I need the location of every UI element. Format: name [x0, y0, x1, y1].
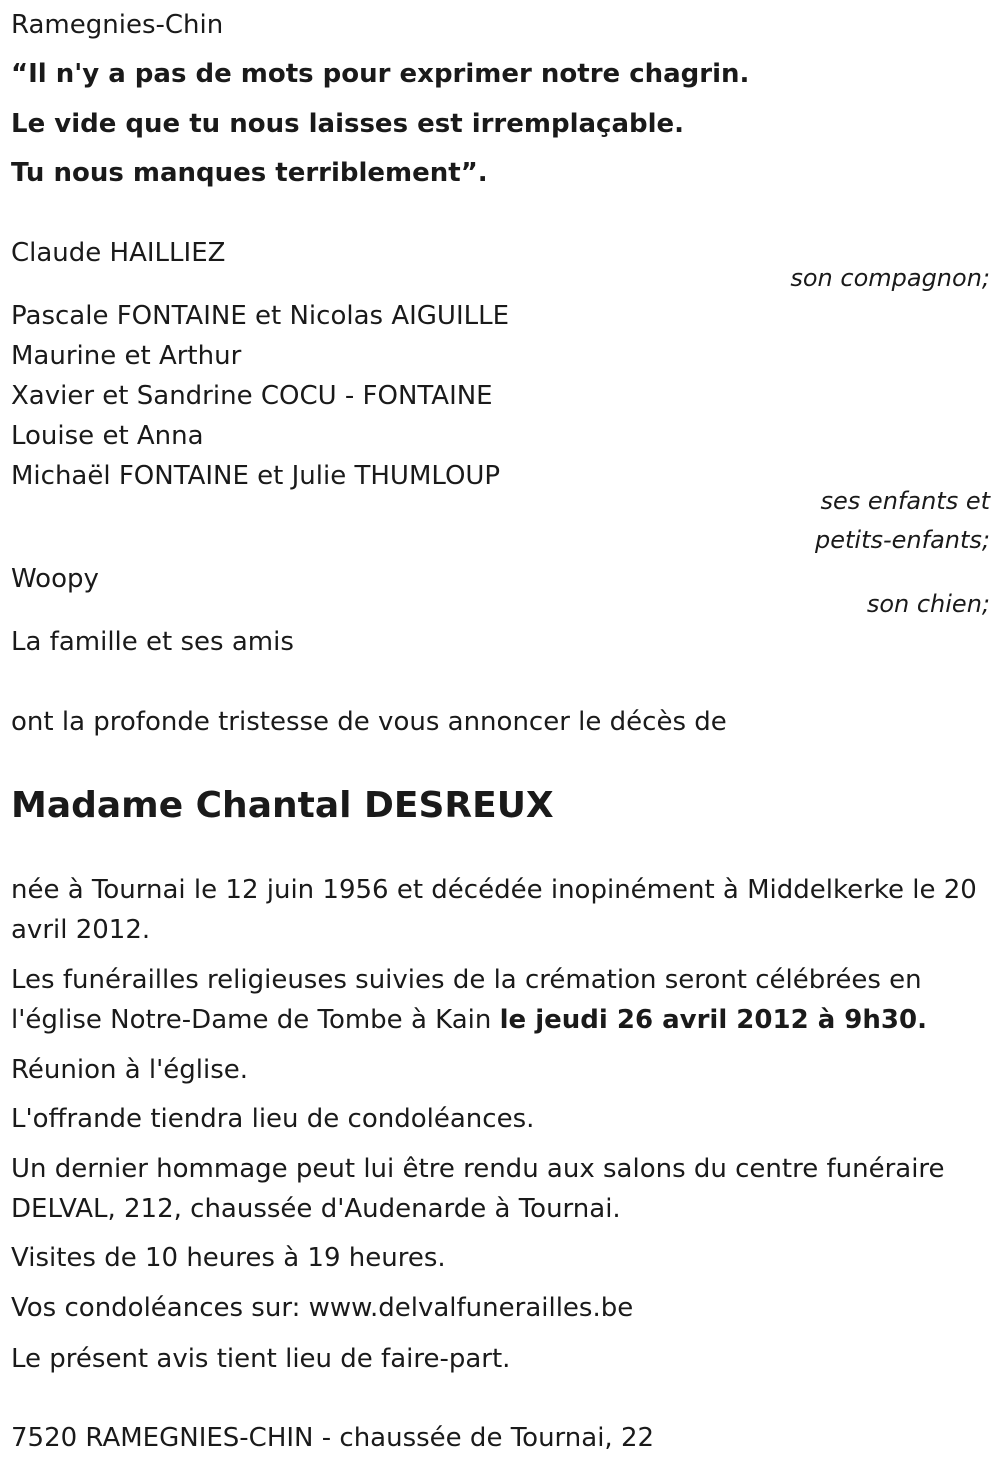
offering-info: L'offrande tiendra lieu de condoléances.	[11, 1104, 535, 1134]
visits-info: Visites de 10 heures à 19 heures.	[11, 1243, 446, 1273]
children-line: Michaël FONTAINE et Julie THUMLOUP	[11, 461, 501, 491]
meeting-info: Réunion à l'église.	[11, 1055, 249, 1085]
address: 7520 RAMEGNIES-CHIN - chaussée de Tournai, 22	[11, 1423, 655, 1453]
children-role: petits-enfants;	[815, 526, 990, 554]
tribute-info: Un dernier hommage peut lui être rendu aux salons du centre funéraire DELVAL, 212, chaussée d'Audenarde à Tournai.	[11, 1154, 945, 1224]
birth-death-info: née à Tournai le 12 juin 1956 et décédée inopinément à Middelkerke le 20 avril 2012.	[11, 875, 977, 945]
children-line: Pascale FONTAINE et Nicolas AIGUILLE	[11, 301, 510, 331]
partner-name: Claude HAILLIEZ	[11, 238, 226, 268]
children-line: Louise et Anna	[11, 421, 204, 451]
family-friends: La famille et ses amis	[11, 627, 294, 657]
funeral-text: Les funérailles religieuses suivies de la crémation seront célébrées en l'église Notre-Dame de Tombe à Kain	[11, 965, 922, 1035]
condolences-info: Vos condoléances sur: www.delvalfunerailles.be	[11, 1293, 634, 1323]
location: Ramegnies-Chin	[11, 10, 224, 40]
partner-role: son compagnon;	[790, 264, 990, 292]
funeral-info	[11, 960, 991, 1040]
quote-line: “Il n'y a pas de mots pour exprimer notre chagrin.	[11, 59, 750, 89]
pet-name: Woopy	[11, 564, 99, 594]
quote-line: Tu nous manques terriblement”.	[11, 158, 488, 188]
children-line: Xavier et Sandrine COCU - FONTAINE	[11, 381, 493, 411]
children-role: ses enfants et	[820, 487, 990, 515]
quote-line: Le vide que tu nous laisses est irremplaçable.	[11, 109, 685, 139]
deceased-name: Madame Chantal DESREUX	[11, 785, 554, 826]
announcement: ont la profonde tristesse de vous annoncer le décès de	[11, 707, 727, 737]
notice-info: Le présent avis tient lieu de faire-part.	[11, 1344, 511, 1374]
children-line: Maurine et Arthur	[11, 341, 242, 371]
pet-role: son chien;	[866, 590, 990, 618]
funeral-date: le jeudi 26 avril 2012 à 9h30.	[499, 1005, 927, 1035]
